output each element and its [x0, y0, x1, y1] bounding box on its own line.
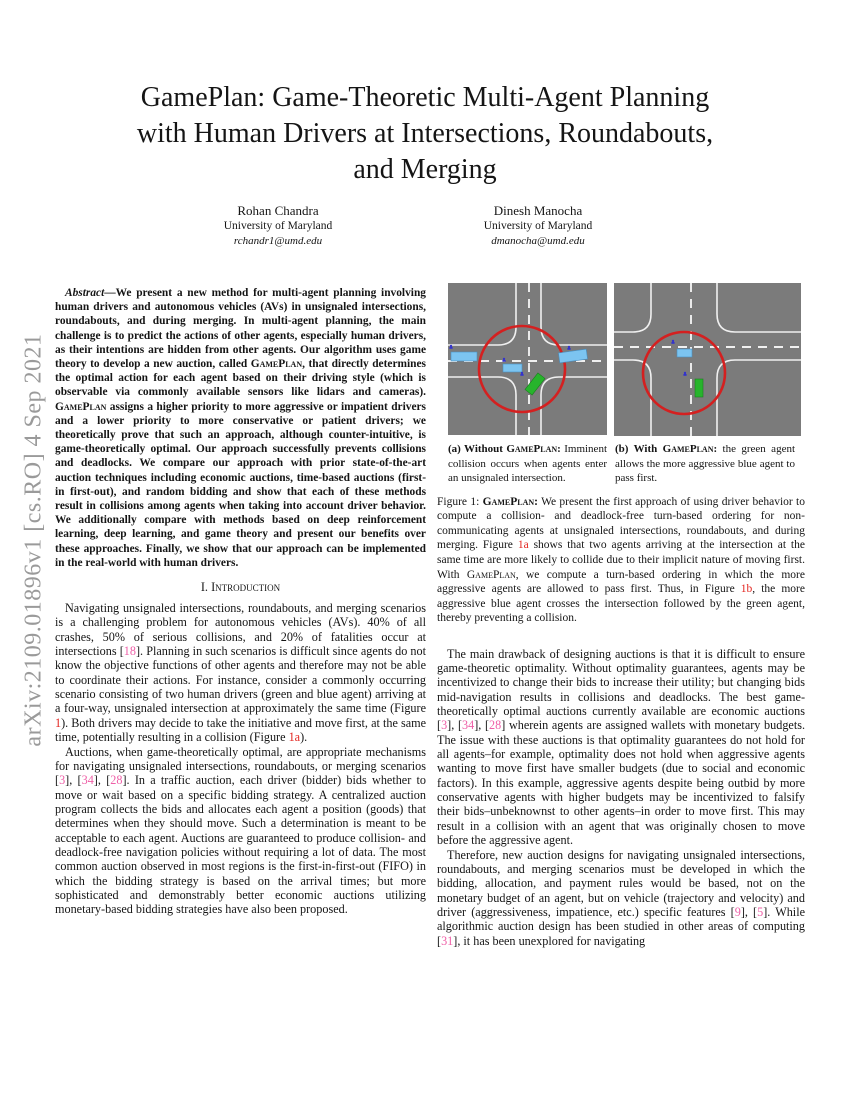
figure-1-caption: Figure 1: GamePlan: We present the first approach of using driver behavior to compute a collision- and deadlock-free turn-based ordering for non-communicating agents at unsignaled intersections, roundabouts, and during merging. Figure 1a shows that two agents arriving at the intersection at the same time are more likely to collide due to their implicit nature of moving first. With GamePlan, we compute a turn-based ordering in which the more aggressive agents are allowed to pass first. Thus, in Figure 1b, the more aggressive blue agent crosses the intersection followed by the green agent, thereby preventing a collision. [437, 495, 805, 625]
small-caps-text: GamePlan [482, 495, 535, 508]
author-1-name: Rohan Chandra [237, 203, 319, 218]
bold-text: (a) Without [448, 443, 507, 455]
small-caps-text: GamePlan [55, 400, 107, 413]
section-heading-introduction: I. Introduction [200, 580, 281, 595]
arxiv-watermark: arXiv:2109.01896v1 [cs.RO] 4 Sep 2021 [20, 333, 47, 747]
paper-title-line-2: with Human Drivers at Intersections, Roundabouts, [136, 118, 714, 149]
figure-1a-intersection-image [448, 283, 607, 435]
blue-car [451, 352, 477, 361]
small-caps-text: GamePlan [250, 358, 303, 371]
small-caps-text: GamePlan [466, 568, 516, 581]
citation-link[interactable]: [28] [106, 773, 127, 788]
left-column [55, 286, 426, 917]
author-2-email: dmanocha@umd.edu [491, 235, 585, 247]
figure-1b-intersection-image [614, 283, 801, 436]
citation-link[interactable]: [34] [77, 773, 98, 788]
figure-ref-link[interactable]: 1b [740, 583, 753, 596]
author-block-1 [158, 202, 398, 249]
small-caps-text: Introduction [211, 580, 281, 595]
author-2-affiliation: University of Maryland [483, 220, 593, 232]
green-car [695, 379, 703, 397]
blue-car [677, 349, 692, 357]
author-2-name: Dinesh Manocha [493, 203, 583, 218]
citation-link[interactable]: [18] [119, 644, 141, 659]
author-1-affiliation: University of Maryland [223, 220, 333, 232]
body-paragraph-4: Therefore, new auction designs for navigating unsignaled intersections, roundabouts, and merging scenarios must be developed in which the bidding, allocation, and payment rules would be based, not on the monetary budget of an agent, but on vehicle (trajectory and velocity) and driver (aggressiveness, impatience, etc.) specific features [9], [5]. While algorithmic auction design has been studied in other areas of computing [31], it has been unexplored for navigating [437, 847, 805, 948]
small-caps-text: GamePlan [506, 443, 558, 455]
figure-ref-link[interactable]: 1a [517, 539, 529, 552]
citation-link[interactable]: [3] [437, 718, 452, 733]
figure-1 [437, 283, 805, 626]
blue-car [503, 364, 522, 372]
citation-link[interactable]: [28] [484, 718, 506, 733]
bold-italic-text: Abstract [65, 287, 105, 299]
subcaption-a: (a) Without GamePlan: Imminent collision occurs when agents enter an unsignaled intersection. [448, 443, 607, 485]
author-block-2 [418, 202, 658, 249]
abstract: Abstract—We present a new method for multi-agent planning involving human drivers and autonomous vehicles (AVs) in unsignaled intersections, roundabouts, and during merging. In multi-agent planning, the main challenge is to predict the actions of other agents, especially human drivers, as their intentions are hidden from other agents. Our algorithm uses game theory to develop a new auction, called GamePlan, that directly determines the optimal action for each agent based on their driving style (which is observable via commonly available sensors like lidars and cameras). GamePlan assigns a higher priority to more aggressive or impatient drivers and a lower priority to more conservative or patient drivers; we theoretically prove that such an approach, although counter-intuitive, is game-theoretically optimal. Our approach successfully prevents collisions and deadlocks. We compare our approach with prior state-of-the-art auction techniques including economic auctions, time-based auctions (first-in first-out), and random bidding and show that each of these methods result in collisions among agents when taking into account driver behavior. We additionally compare with methods based on deep reinforcement learning, deep learning, and game theory and present our benefits over these approaches. Finally, we show that our approach can be implemented in the real-world with human drivers. [55, 287, 426, 569]
right-column [437, 283, 805, 948]
small-caps-text: GamePlan [662, 443, 714, 455]
intro-paragraph-2: Auctions, when game-theoretically optimal, are appropriate mechanisms for navigating unsignaled intersections, roundabouts, or merging scenarios [3], [34], [28]. In a traffic auction, each driver (bidder) bids whether to move or wait based on a specific bidding strategy. A centralized auction program collects the bids and allocates each agent a position (goods) that determines when they should move. Such a determination is meant to be acceptable to each agent. Auctions are guaranteed to produce collision- and deadlock-free navigation policies without requiring a lot of data. The most common auction observed in most regions is the first-in-first-out (FIFO) in which the bidding strategy is based on the arrival times; but more sophisticated and demonstrably better economic auctions utilizing monetary-based bidding strategies have also been proposed. [55, 744, 427, 917]
citation-link[interactable]: [31] [437, 933, 458, 948]
citation-link[interactable]: [5] [753, 904, 768, 919]
paper-title-line-3: and Merging [353, 154, 497, 185]
author-1-email: rchandr1@umd.edu [233, 235, 323, 247]
figure-1-subcaptions [448, 442, 805, 486]
bold-text: (b) With [615, 443, 663, 455]
citation-link[interactable]: [3] [55, 773, 70, 788]
bold-text: : [557, 443, 561, 455]
citation-link[interactable]: [9] [730, 904, 745, 919]
figure-ref-link[interactable]: 1a [288, 730, 301, 745]
figure-ref-link[interactable]: 1 [55, 715, 62, 730]
paper-title-line-1: GamePlan: Game-Theoretic Multi-Agent Planning [140, 82, 710, 113]
subcaption-b: (b) With GamePlan: the green agent allows the more aggressive blue agent to pass first. [615, 443, 796, 485]
intro-paragraph-1: Navigating unsignaled intersections, roundabouts, and merging scenarios is a challenging problem for autonomous vehicles (AVs). 40% of all crashes, 50% of serious collisions, and 20% of fatalities occur at intersections [18]. Planning in such scenarios is difficult since agents do not know the objective functions of other agents and therefore may not be able to coordinate their actions. For instance, consider a commonly occurring scenario consisting of two human drivers (green and blue agent) arriving at a four-way, unsignaled intersection at approximately the same time (Figure 1). Both drivers may decide to take the initiative and move first, at the same time, potentially resulting in a collision (Figure 1a). [55, 601, 426, 745]
bold-text: : [713, 443, 718, 455]
paper-title [60, 80, 790, 188]
figure-1-panels [448, 283, 805, 436]
citation-link[interactable]: [34] [457, 718, 479, 733]
body-paragraph-3: The main drawback of designing auctions is that it is difficult to ensure game-theoretic optimality. Without optimality guarantees, agents may be incentivized to change their bids to increase their utility; but changing bids mid-navigation results in collisions and deadlocks. The best game-theoretically optimal auctions currently available are economic auctions [3], [34], [28] wherein agents are assigned wallets with monetary budgets. The issue with these auctions is that optimality guarantees do not hold for all agents–for example, optimality does not hold when aggressive agents wanting to move first have smaller budgets (due to social and economic factors). In this example, aggressive agents despite being outbid by more conservative agents with higher budgets may be incentivized to falsify their bids–unbeknownst to other agents–in order to move first. This may result in a collision with an agent that was originally chosen to move before the aggressive agent. [437, 646, 806, 848]
bold-text: : [534, 495, 538, 508]
